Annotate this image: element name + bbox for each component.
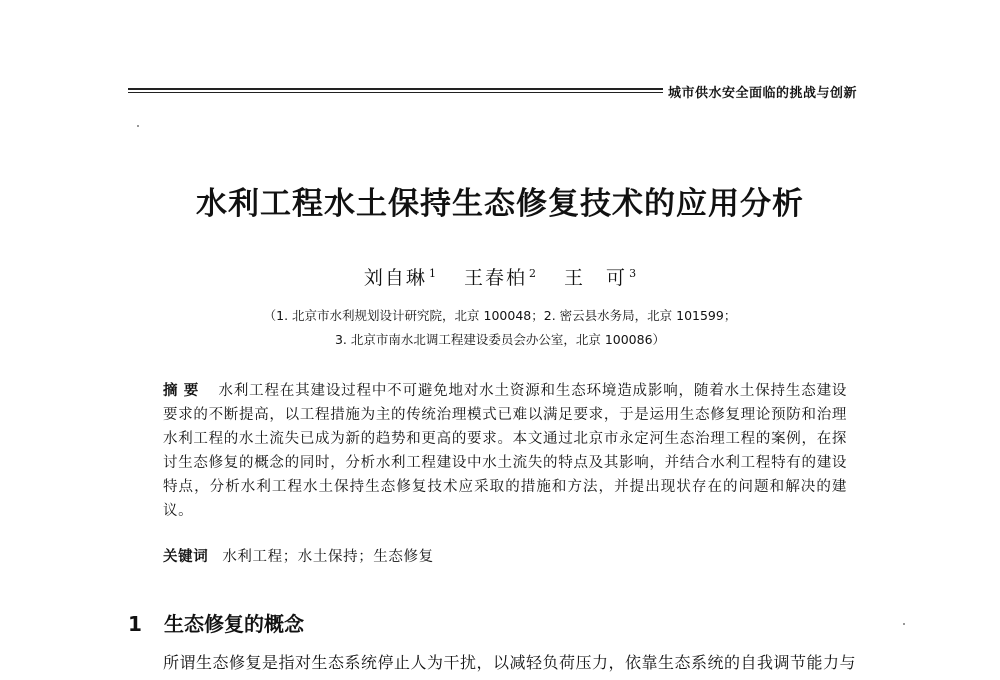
running-title: 城市供水安全面临的挑战与创新 xyxy=(668,86,858,101)
affiliation-mark: 3 xyxy=(629,266,637,280)
keywords xyxy=(163,545,434,566)
affiliation-line-2: 3. 北京市南水北调工程建设委员会办公室，北京 100086） xyxy=(334,332,666,347)
author-name: 王 可 xyxy=(564,267,628,289)
affiliation-line-1: （1. 北京市水利规划设计研究院，北京 100048；2. 密云县水务局，北京 101599； xyxy=(263,308,737,323)
abstract xyxy=(163,379,847,523)
affiliation-mark: 1 xyxy=(428,266,436,280)
header-rule xyxy=(128,88,663,93)
scan-speck xyxy=(137,125,139,127)
section-heading xyxy=(128,608,304,637)
affiliation-mark: 2 xyxy=(529,266,536,280)
author xyxy=(464,267,536,289)
author-name: 王春柏 xyxy=(463,267,527,289)
author-name: 刘自琳 xyxy=(363,267,427,289)
keywords-text: 水利工程；水土保持；生态修复 xyxy=(222,549,434,565)
author xyxy=(364,267,436,289)
body-paragraph: 所谓生态修复是指对生态系统停止人为干扰，以减轻负荷压力，依靠生态系统的自我调节能力与 xyxy=(163,653,857,672)
author-list xyxy=(0,263,1000,290)
section-number: 1 xyxy=(128,612,142,636)
scan-speck xyxy=(903,623,905,625)
article-title: 水利工程水土保持生态修复技术的应用分析 xyxy=(196,186,804,222)
section-title: 生态修复的概念 xyxy=(164,612,304,636)
abstract-label: 摘要 xyxy=(163,383,205,399)
abstract-text: 水利工程在其建设过程中不可避免地对水土资源和生态环境造成影响，随着水土保持生态建设要求的不断提高，以工程措施为主的传统治理模式已难以满足要求，于是运用生态修复理论预防和治理水利工程的水土流失已成为新的趋势和更高的要求。本文通过北京市永定河生态治理工程的案例，在探讨生态修复的概念的同时，分析水利工程建设中水土流失的特点及其影响，并结合水利工程特有的建设特点，分析水利工程水土保持生态修复技术应采取的措施和方法，并提出现状存在的问题和解决的建议。 xyxy=(163,383,847,519)
author xyxy=(564,267,636,289)
keywords-label: 关键词 xyxy=(163,549,209,565)
